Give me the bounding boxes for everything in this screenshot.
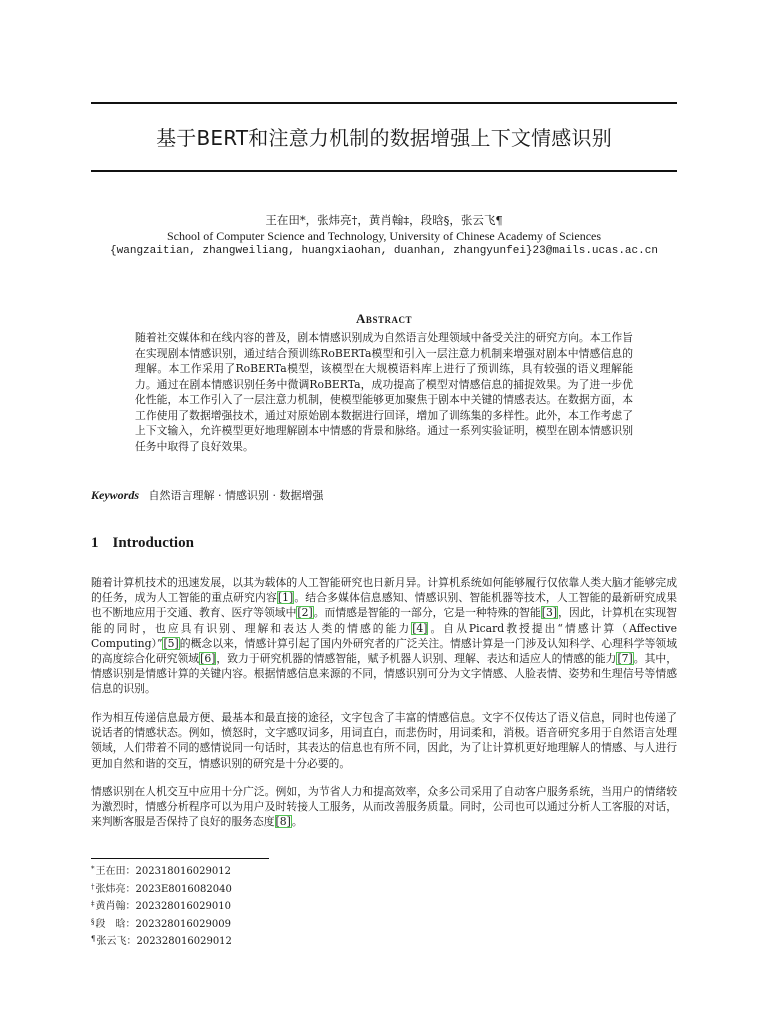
footnote-mark: §	[91, 917, 95, 926]
keywords-text: 自然语言理解 · 情感识别 · 数据增强	[148, 489, 324, 502]
section-number: 1	[91, 535, 99, 551]
keywords-label: Keywords	[91, 488, 139, 502]
citation-link[interactable]: [1]	[277, 591, 294, 605]
footnote-mark: ‡	[91, 900, 95, 909]
abstract-heading	[91, 311, 677, 327]
affiliation: School of Computer Science and Technology, University of Chinese Academy of Sciences	[166, 229, 602, 243]
abstract-text: 随着社交媒体和在线内容的普及，剧本情感识别成为自然语言处理领域中备受关注的研究方向。本工作旨在实现剧本情感识别，通过结合预训练RoBERTa模型和引入一层注意力机制来增强对剧本中情感信息的理解。本工作采用了RoBERTa模型，该模型在大规模语料库上进行了预训练，具有较强的语义理解能力。通过在剧本情感识别任务中微调RoBERTa，成功提高了模型对情感信息的捕捉效果。为了进一步优化性能，本工作引入了一层注意力机制，使模型能够更加聚焦于剧本中关键的情感表达。在数据方面，本工作使用了数据增强技术，通过对原始剧本数据进行回译，增加了训练集的多样性。此外，本工作考虑了上下文输入，允许模型更好地理解剧本中情感的背景和脉络。通过一系列实验证明，模型在剧本情感识别任务中取得了良好效果。	[135, 331, 633, 453]
paper-title: 基于BERT和注意力机制的数据增强上下文情感识别	[156, 126, 612, 150]
paragraph-text: 。自从Picard教授提出“情感计算（Affective Computing）”	[91, 621, 677, 650]
paragraph-text: 。结合多媒体信息感知、情感识别、智能机器等技术，人工智能的最新研究成果也不断地应用于交通、教育、医疗等领域中	[91, 591, 677, 620]
citation-link[interactable]: [4]	[412, 621, 428, 635]
footnote-mark: ¶	[91, 935, 96, 944]
intro-paragraph-2: 作为相互传递信息最方便、最基本和最直接的途径，文字包含了丰富的情感信息。文字不仅传达了语义信息，同时也传递了说话者的情感状态。例如，愤怒时，文字感叹词多，用词直白，而悲伤时，用词柔和，消极。语音研究多用于自然语言处理领域，人们带着不同的感情说同一句话时，其表达的信息也有所不同，因此，为了让计算机更好地理解人的情感、与人进行更加自然和谐的交互，情感识别的研究是十分必要的。	[91, 711, 677, 770]
footnote-text: 张炜亮：2023E8016082040	[95, 883, 232, 895]
citation-link[interactable]: [5]	[163, 636, 179, 650]
citation-link[interactable]: [6]	[200, 652, 216, 666]
citation-link[interactable]: [2]	[297, 606, 313, 620]
footnote-rule	[91, 858, 269, 859]
footnote-text: 张云飞：202328016029012	[96, 936, 232, 948]
footnote	[91, 897, 232, 915]
paragraph-text: 。其中，情感识别是情感计算的关键内容。根据情感信息来源的不同，情感识别可分为文字情感、人脸表情、姿势和生理信号等情感信息的识别。	[91, 652, 678, 696]
paragraph-text: 随着计算机技术的迅速发展，以其为载体的人工智能研究也日新月异。计算机系统如何能够履行仅依靠人类大脑才能够完成的任务，成为人工智能的重点研究内容	[91, 576, 677, 605]
footnote	[91, 915, 232, 933]
footnote	[91, 932, 232, 950]
keywords-line	[91, 487, 691, 503]
citation-link[interactable]: [7]	[617, 652, 633, 666]
section-heading-introduction	[91, 535, 194, 552]
paragraph-text: 。	[291, 815, 303, 829]
footnote-mark: †	[91, 882, 95, 891]
paragraph-text: 的概念以来，情感计算引起了国内外研究者的广泛关注。情感计算是一门涉及认知科学、心理科学等领域的高度综合化研究领域	[91, 636, 677, 666]
footnote-mark: *	[91, 865, 95, 873]
author-emails: {wangzaitian, zhangweiliang, huangxiaohan, duanhan, zhangyunfei}23@mails.ucas.ac.cn	[110, 245, 658, 257]
title-rule-bottom	[91, 170, 677, 172]
paragraph-text: ，致力于研究机器的情感智能，赋予机器人识别、理解、表达和适应人的情感的能力	[216, 652, 617, 666]
title-rule-top	[91, 102, 677, 104]
footnote	[91, 880, 232, 898]
citation-link[interactable]: [3]	[541, 606, 558, 620]
author-list: 王在田*，张炜亮†，黄肖翰‡，段晗§，张云飞¶	[265, 213, 503, 227]
footnote-text: 段 晗：202328016029009	[95, 918, 231, 930]
section-title: Introduction	[112, 535, 194, 551]
paragraph-text: 情感识别在人机交互中应用十分广泛。例如，为节省人力和提高效率，众多公司采用了自动客户服务系统，当用户的情绪较为激烈时，情感分析程序可以为用户及时转接人工服务，从而改善服务质量。同时，公司也可以通过分析人工客服的对话，来判断客服是否保持了良好的服务态度	[91, 785, 677, 829]
intro-paragraph-3	[91, 784, 677, 830]
paragraph-text: ，因此，计算机在实现智能的同时，也应具有识别、理解和表达人类的情感的能力	[91, 606, 678, 635]
intro-paragraph-1	[91, 575, 677, 697]
footnote-text: 黄肖翰：202328016029010	[95, 901, 231, 913]
citation-link[interactable]: [8]	[275, 815, 291, 829]
footnotes	[91, 862, 232, 950]
footnote	[91, 862, 232, 880]
paragraph-text: 。而情感是智能的一部分，它是一种特殊的智能	[313, 606, 541, 620]
abstract-heading-text: Abstract	[356, 311, 412, 326]
footnote-text: 王在田：202318016029012	[95, 866, 231, 877]
